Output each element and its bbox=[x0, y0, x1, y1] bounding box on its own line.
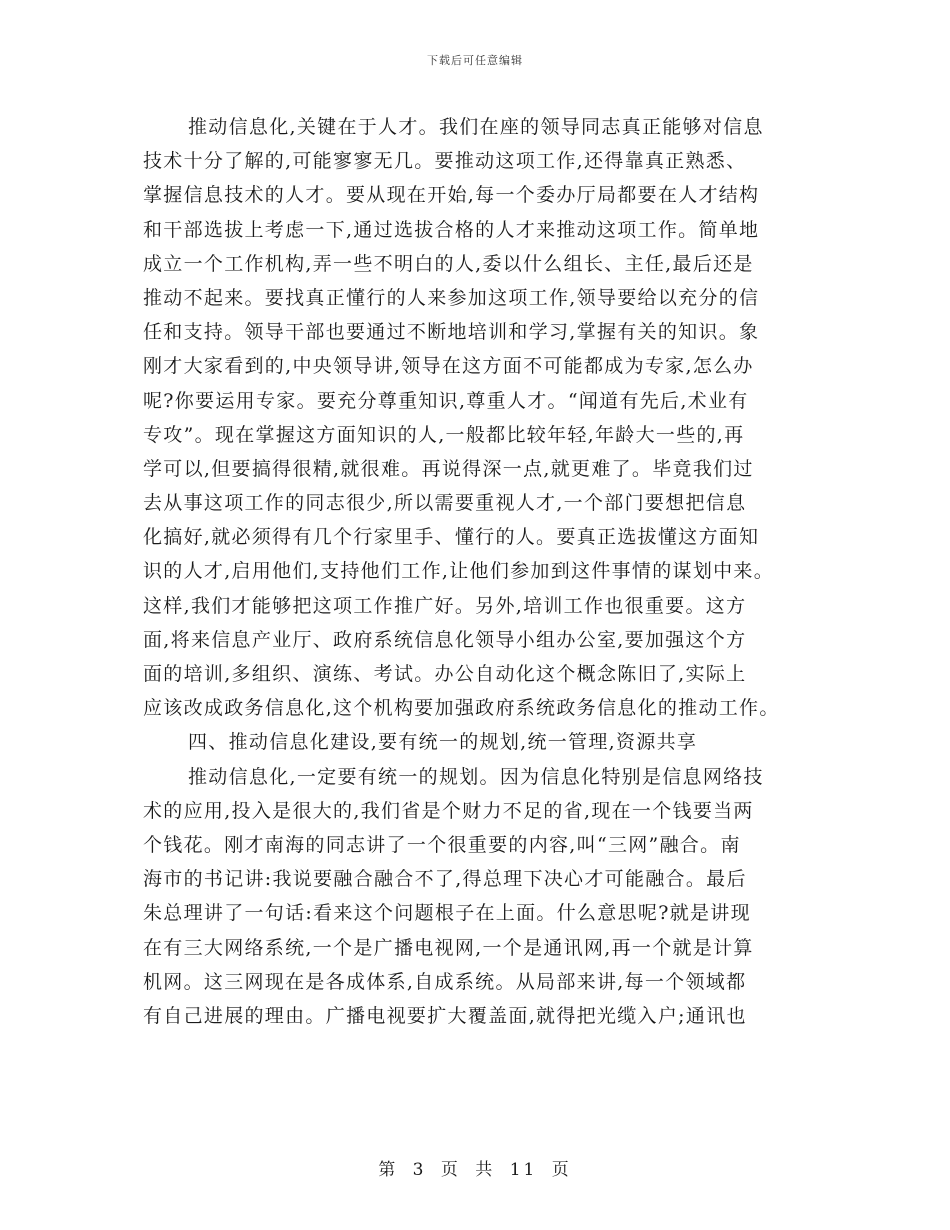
text-line: 任和支持。领导干部也要通过不断地培训和学习,掌握有关的知识。象 bbox=[143, 321, 760, 344]
text-line: 应该改成政务信息化,这个机构要加强政府系统政务信息化的推动工作。 bbox=[143, 697, 780, 720]
text-line: 推动不起来。要找真正懂行的人来参加这项工作,领导要给以充分的信 bbox=[143, 286, 760, 309]
text-line: 在有三大网络系统,一个是广播电视网,一个是通讯网,再一个就是计算 bbox=[143, 936, 754, 959]
text-line: 推动信息化,一定要有统一的规划。因为信息化特别是信息网络技 bbox=[188, 765, 764, 788]
text-line: 海市的书记讲:我说要融合融合不了,得总理下决心才可能融合。最后 bbox=[143, 868, 747, 891]
text-line: 学可以,但要搞得很精,就很难。再说得深一点,就更难了。毕竟我们过 bbox=[143, 457, 754, 480]
text-line: 刚才大家看到的,中央领导讲,领导在这方面不可能都成为专家,怎么办 bbox=[143, 355, 754, 378]
text-line: 推动信息化,关键在于人才。我们在座的领导同志真正能够对信息 bbox=[188, 116, 764, 138]
text-line: 和干部选拔上考虑一下,通过选拔合格的人才来推动这项工作。简单地 bbox=[143, 218, 760, 241]
section-heading: 四、推动信息化建设,要有统一的规划,统一管理,资源共享 bbox=[188, 731, 698, 754]
text-line: 这样,我们才能够把这项工作推广好。另外,培训工作也很重要。这方 bbox=[143, 594, 747, 617]
text-line: 机网。这三网现在是各成体系,自成系统。从局部来讲,每一个领域都 bbox=[143, 970, 747, 993]
text-line: 掌握信息技术的人才。要从现在开始,每一个委办厅局都要在人才结构 bbox=[143, 184, 760, 207]
text-line: 去从事这项工作的同志很少,所以需要重视人才,一个部门要想把信息 bbox=[143, 492, 747, 515]
text-line: 术的应用,投入是很大的,我们省是个财力不足的省,现在一个钱要当两 bbox=[143, 799, 754, 822]
text-line: 成立一个工作机构,弄一些不明白的人,委以什么组长、主任,最后还是 bbox=[143, 252, 754, 275]
text-line: 有自己进展的理由。广播电视要扩大覆盖面,就得把光缆入户;通讯也 bbox=[143, 1004, 747, 1027]
text-line: 个钱花。刚才南海的同志讲了一个很重要的内容,叫“三网”融合。南 bbox=[143, 833, 741, 856]
text-line: 专攻”。现在掌握这方面知识的人,一般都比较年轻,年龄大一些的,再 bbox=[143, 423, 745, 446]
text-line: 呢?你要运用专家。要充分尊重知识,尊重人才。“闻道有先后,术业有 bbox=[143, 389, 749, 412]
text-line: 技术十分了解的,可能寥寥无几。要推动这项工作,还得靠真正熟悉、 bbox=[143, 150, 747, 173]
page-header: 下载后可任意编辑 bbox=[427, 54, 523, 67]
text-line: 面的培训,多组织、演练、考试。办公自动化这个概念陈旧了,实际上 bbox=[143, 663, 747, 685]
text-line: 面,将来信息产业厅、政府系统信息化领导小组办公室,要加强这个方 bbox=[143, 628, 747, 651]
text-line: 识的人才,启用他们,支持他们工作,让他们参加到这件事情的谋划中来。 bbox=[143, 560, 775, 583]
text-line: 化搞好,就必须得有几个行家里手、懂行的人。要真正选拔懂这方面知 bbox=[143, 526, 760, 549]
page-number-footer: 第 3 页 共 11 页 bbox=[378, 1160, 572, 1180]
text-line: 朱总理讲了一句话:看来这个问题根子在上面。什么意思呢?就是讲现 bbox=[143, 902, 751, 925]
document-body bbox=[143, 110, 823, 1033]
